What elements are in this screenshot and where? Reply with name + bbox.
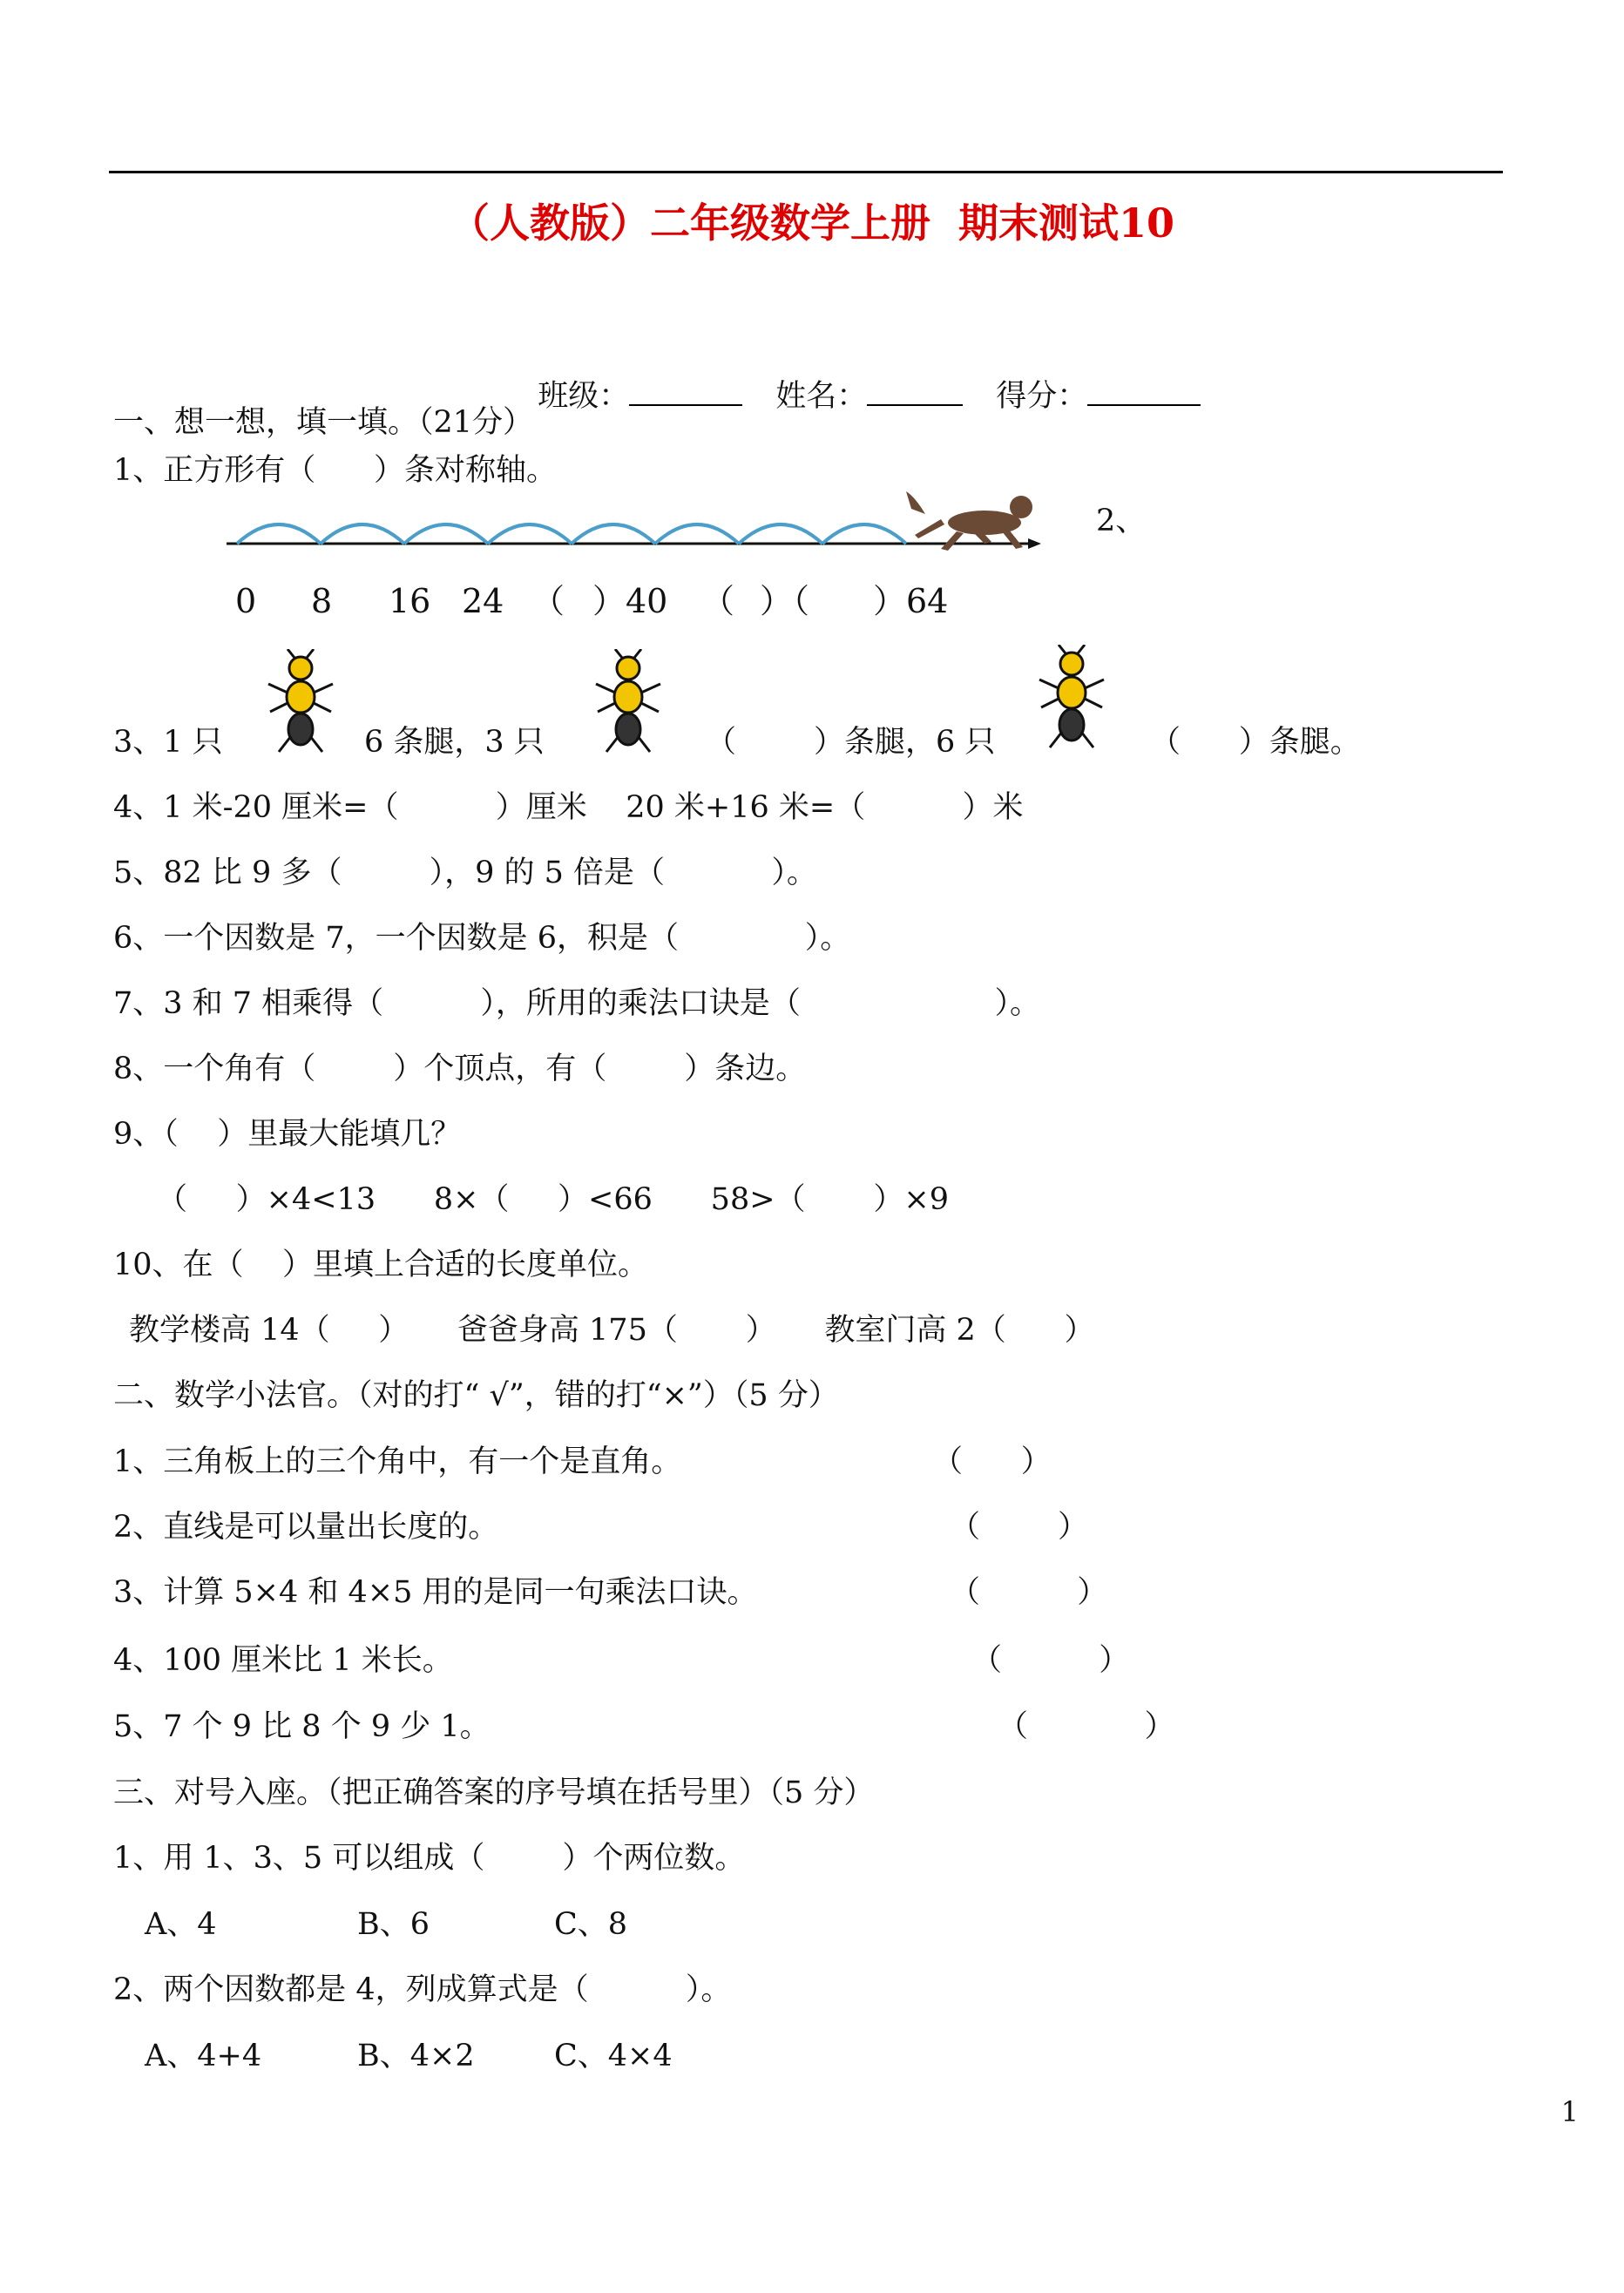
q1-1: 1、正方形有（ ）条对称轴。 (113, 453, 558, 488)
q1-2-number: 2、 (1096, 504, 1147, 538)
judge-item-text: 5、7 个 9 比 8 个 9 少 1。 (113, 1709, 491, 1744)
student-info (518, 336, 1201, 416)
jump-arc (321, 524, 404, 544)
jump-arc (655, 524, 739, 544)
numberline-label: 0 (235, 582, 257, 620)
judge-item-answer[interactable]: （ ） (998, 1709, 1175, 1744)
numberline-blank[interactable]: ）（ (760, 582, 810, 620)
judge-item-text: 3、计算 5×4 和 4×5 用的是同一句乘法口诀。 (113, 1575, 758, 1610)
dog-icon (906, 491, 1032, 551)
section3-heading: 三、对号入座。（把正确答案的序号填在括号里）（5 分） (113, 1776, 875, 1810)
q1-10-items: 教学楼高 14（ ） 爸爸身高 175（ ） 教室门高 2（ ） (129, 1313, 1095, 1348)
q1-3-part-d: （ ）条腿。 (1150, 725, 1361, 760)
jump-arc (739, 524, 822, 544)
number-line-arrow (1028, 538, 1041, 549)
q1-7: 7、3 和 7 相乘得（ ），所用的乘法口诀是（ ）。 (113, 986, 1040, 1021)
class-label: 班级： (538, 379, 630, 414)
judge-item-answer[interactable]: （ ） (971, 1643, 1130, 1678)
score-label: 得分： (996, 379, 1088, 414)
jump-arc (237, 524, 321, 544)
judge-item-answer[interactable]: （ ） (932, 1444, 1052, 1479)
choice-option[interactable]: A、4+4 (145, 2039, 262, 2073)
name-label: 姓名： (775, 379, 868, 414)
choice-option[interactable]: C、4×4 (554, 2039, 673, 2073)
numberline-label: ）64 (873, 582, 949, 620)
ant-icon (261, 649, 340, 754)
q1-6: 6、一个因数是 7，一个因数是 6，积是（ ）。 (113, 921, 851, 956)
jump-arc (572, 524, 655, 544)
q1-4: 4、1 米-20 厘米=（ ）厘米 20 米+16 米=（ ）米 (113, 790, 1024, 825)
judge-item-text: 2、直线是可以量出长度的。 (113, 1510, 499, 1545)
ant-icon (589, 649, 667, 754)
number-line (218, 488, 1045, 558)
choice-option[interactable]: C、8 (554, 1907, 628, 1942)
judge-item-text: 4、100 厘米比 1 米长。 (113, 1643, 453, 1678)
q1-8: 8、一个角有（ ）个顶点，有（ ）条边。 (113, 1052, 807, 1086)
page-title: （人教版）二年级数学上册 期末测试10 (449, 200, 1175, 247)
section2-heading: 二、数学小法官。（对的打“ √”，错的打“×”）（5 分） (113, 1378, 839, 1413)
numberline-blank[interactable]: （ (701, 582, 735, 620)
top-rule (109, 171, 1503, 173)
ant-icon (1032, 645, 1111, 749)
numberline-label: 16 (389, 582, 431, 620)
jump-arc (822, 524, 906, 544)
jump-arc (488, 524, 572, 544)
q1-9: 9、（ ）里最大能填几？ (113, 1117, 462, 1152)
judge-item-answer[interactable]: （ ） (950, 1575, 1108, 1610)
q1-10: 10、在（ ）里填上合适的长度单位。 (113, 1248, 649, 1282)
choice-option[interactable]: A、4 (145, 1907, 217, 1942)
class-blank[interactable] (629, 375, 742, 406)
choice-question: 1、用 1、3、5 可以组成（ ）个两位数。 (113, 1841, 746, 1876)
q1-3-part-a: 3、1 只 (113, 725, 223, 760)
numberline-label: 8 (311, 582, 333, 620)
q1-3-part-b: 6 条腿，3 只 (364, 725, 545, 760)
numberline-blank[interactable]: （ (531, 582, 565, 620)
score-blank[interactable] (1087, 375, 1201, 406)
page-number: 1 (1560, 2095, 1579, 2128)
section1-heading: 一、想一想，填一填。（21分） (113, 405, 534, 440)
q1-5: 5、82 比 9 多（ ），9 的 5 倍是（ ）。 (113, 856, 817, 890)
judge-item-answer[interactable]: （ ） (950, 1510, 1089, 1545)
q1-3-part-c: （ ）条腿，6 只 (706, 725, 996, 760)
numberline-label: ）40 (592, 582, 668, 620)
name-blank[interactable] (867, 375, 963, 406)
choice-question: 2、两个因数都是 4，列成算式是（ ）。 (113, 1972, 732, 2007)
choice-option[interactable]: B、6 (357, 1907, 430, 1942)
judge-item-text: 1、三角板上的三个角中，有一个是直角。 (113, 1444, 682, 1479)
q1-9-items: （ ）×4<13 8×（ ）<66 58>（ ）×9 (157, 1182, 950, 1217)
choice-option[interactable]: B、4×2 (357, 2039, 475, 2073)
jump-arcs (237, 524, 906, 544)
numberline-label: 24 (462, 582, 504, 620)
jump-arc (404, 524, 488, 544)
